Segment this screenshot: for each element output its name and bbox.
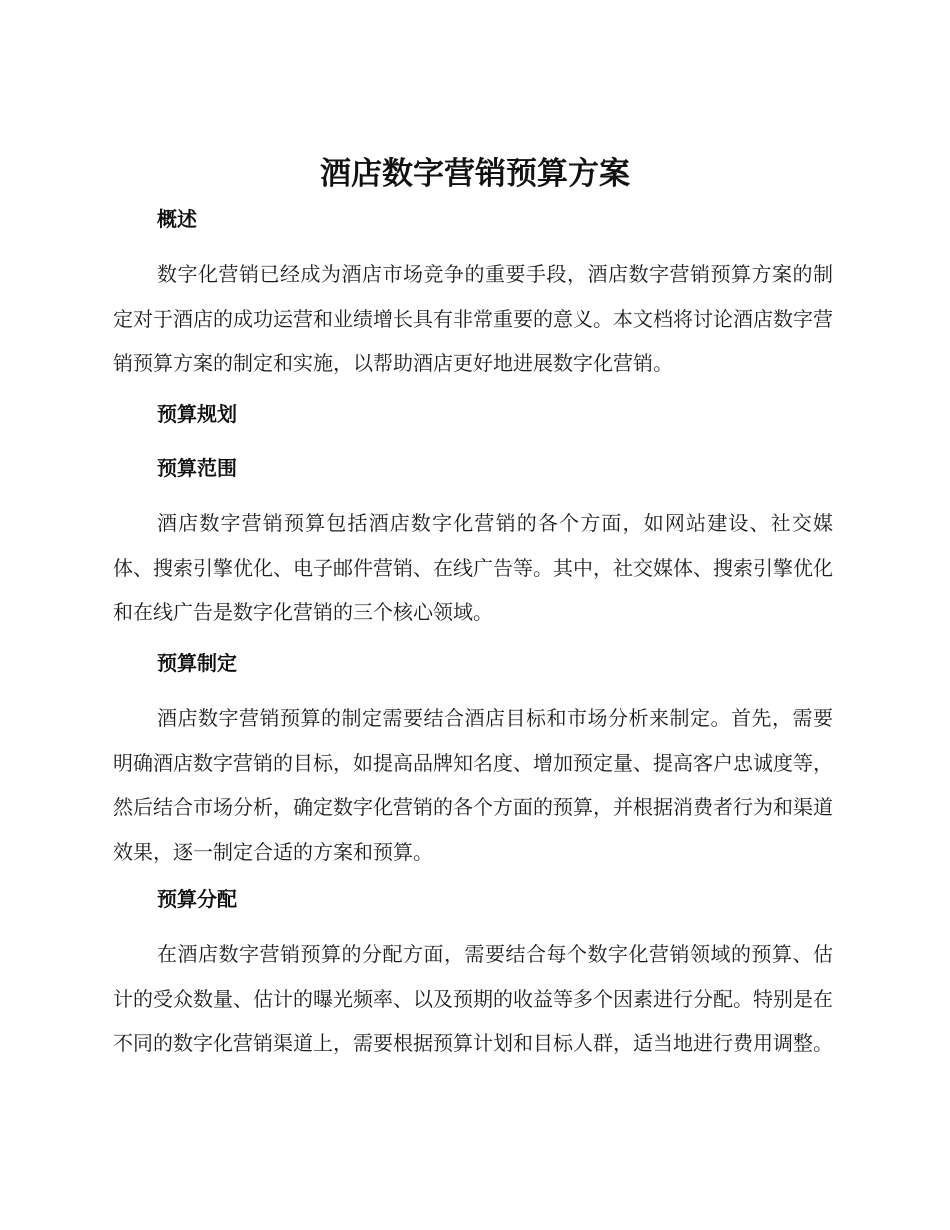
section-heading-overview: 概述 bbox=[157, 207, 197, 231]
document-title: 酒店数字营销预算方案 bbox=[320, 156, 630, 192]
section-heading-budget-planning: 预算规划 bbox=[157, 402, 237, 426]
section-heading-budget-formulation: 预算制定 bbox=[157, 651, 237, 675]
paragraph-budget-allocation: 在酒店数字营销预算的分配方面，需要结合每个数字化营销领域的预算、估计的受众数量、估计的曝光频率、以及预期的收益等多个因素进行分配。特别是在不同的数字化营销渠道上，需要根据预算计划和目标人群，适当地进行费用调整。 bbox=[113, 942, 833, 1055]
section-heading-budget-scope: 预算范围 bbox=[157, 456, 237, 480]
paragraph-budget-formulation: 酒店数字营销预算的制定需要结合酒店目标和市场分析来制定。首先，需要明确酒店数字营销的目标，如提高品牌知名度、增加预定量、提高客户忠诚度等，然后结合市场分析，确定数字化营销的各个方面的预算，并根据消费者行为和渠道效果，逐一制定合适的方案和预算。 bbox=[113, 706, 833, 864]
section-heading-budget-allocation: 预算分配 bbox=[157, 887, 237, 911]
paragraph-budget-scope: 酒店数字营销预算包括酒店数字化营销的各个方面，如网站建设、社交媒体、搜索引擎优化、电子邮件营销、在线广告等。其中，社交媒体、搜索引擎优化和在线广告是数字化营销的三个核心领域。 bbox=[113, 511, 833, 624]
paragraph-overview: 数字化营销已经成为酒店市场竞争的重要手段，酒店数字营销预算方案的制定对于酒店的成功运营和业绩增长具有非常重要的意义。本文档将讨论酒店数字营销预算方案的制定和实施，以帮助酒店更好地进展数字化营销。 bbox=[113, 262, 833, 375]
